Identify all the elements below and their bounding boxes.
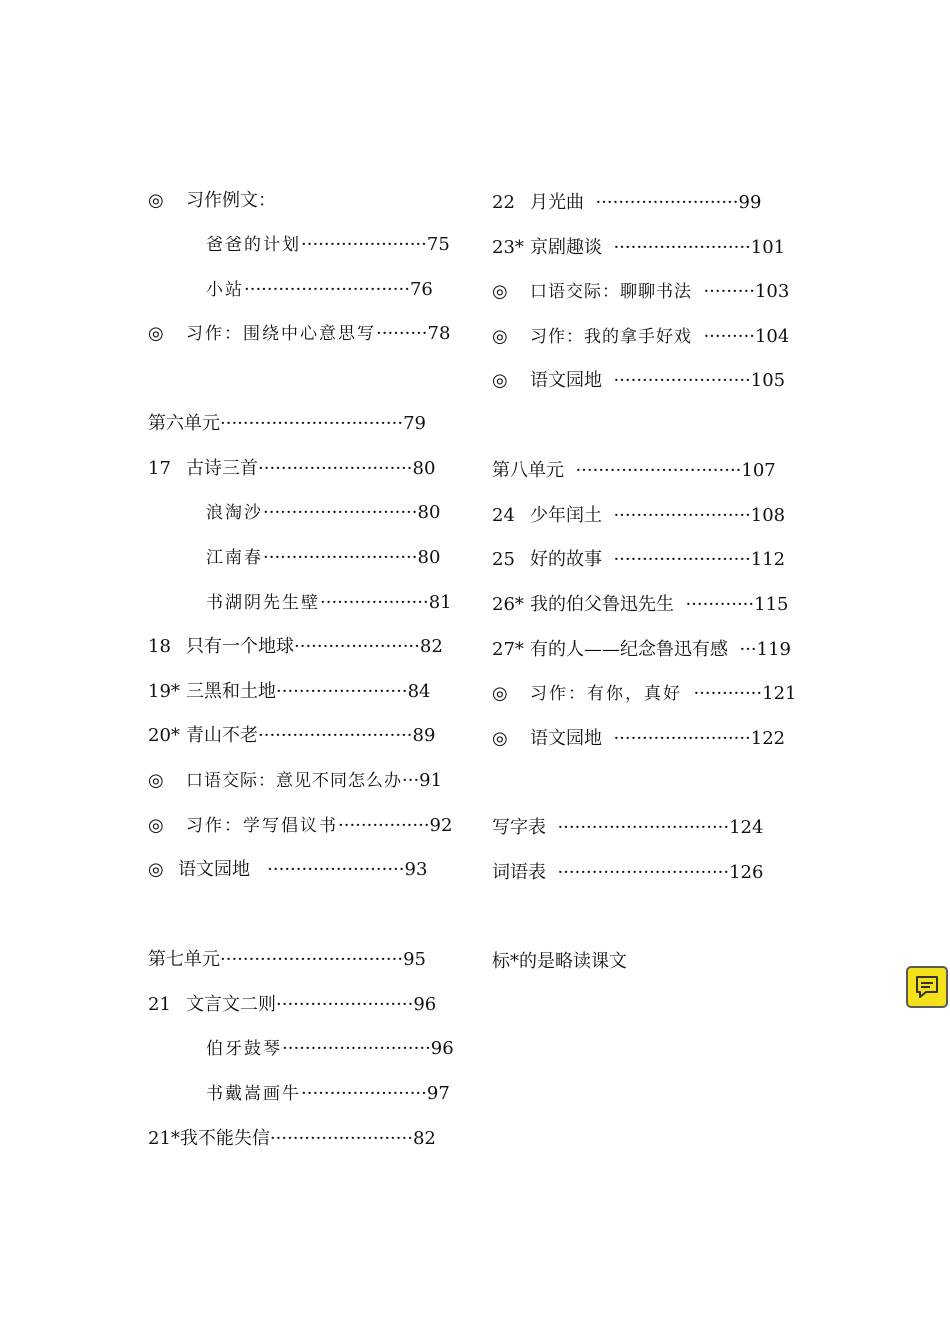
lesson-number: 25 [492,549,515,570]
page-number: 95 [403,949,426,970]
section-title: 第八单元 [492,460,564,481]
leader-dots: ························ [613,505,751,526]
toc-entry [148,811,452,841]
leader-dots: ········· [703,326,755,347]
leader-dots: ··················· [320,592,429,613]
page-number: 96 [413,994,437,1015]
entry-title: 习作：我的拿手好戏 [530,327,692,347]
entry-title: 写字表 [492,817,546,838]
entry-title: 口语交际：聊聊书法 [530,282,692,302]
leader-dots: ······················· [276,681,408,702]
toc-entry [206,1079,450,1109]
leader-dots: ······················ [301,234,427,255]
entry-title: 古诗三首 [186,458,258,479]
page-number: 119 [756,639,791,660]
bullet-symbol: ◎ [492,683,508,704]
toc-entry [492,635,791,665]
leader-dots: ········· [376,323,428,344]
leader-dots: ··························· [263,547,418,568]
entry-title: 小站 [206,280,244,300]
page-number: 89 [412,725,436,746]
page-number: 75 [426,234,450,255]
entry-title: 语文园地 [178,859,250,880]
entry-title: 伯牙鼓琴 [206,1039,282,1059]
toc-section-heading [492,456,776,486]
leader-dots: ························ [613,237,751,258]
leader-dots: ······················ [294,636,420,657]
entry-title: 文言文二则 [186,994,276,1015]
leader-dots: ························ [267,859,405,880]
entry-title: 书戴嵩画牛 [206,1084,301,1104]
leader-dots: ······························ [557,862,730,883]
page-number: 93 [404,859,428,880]
entry-title: 浪淘沙 [206,503,263,523]
entry-title: 词语表 [492,862,546,883]
page-number: 82 [419,636,443,657]
footnote-text: 标*的是略读课文 [492,951,627,972]
bullet-symbol: ◎ [148,815,164,836]
toc-entry [148,766,442,796]
lesson-number: 20* [148,725,180,746]
leader-dots: ························· [269,1128,413,1149]
toc-entry [148,990,436,1020]
toc-footnote [492,947,627,977]
page-number: 80 [417,502,441,523]
toc-entry [148,855,427,885]
toc-entry [148,677,431,707]
entry-title: 习作例文： [186,190,276,211]
entry-title: 只有一个地球 [186,636,294,657]
page-number: 92 [429,815,453,836]
toc-entry [492,277,789,307]
leader-dots: ················ [338,815,430,836]
lesson-number: 22 [492,192,515,213]
page-number: 91 [419,770,443,791]
toc-entry [492,813,763,843]
page-number: 126 [729,862,764,883]
page-number: 80 [412,458,436,479]
toc-entry [492,724,785,754]
leader-dots: ························ [613,370,751,391]
leader-dots: ··························· [258,725,413,746]
entry-title: 习作：有你，真好 [530,684,682,704]
page-number: 115 [754,594,789,615]
toc-entry [206,588,452,618]
entry-title: 京剧趣谈 [530,237,602,258]
toc-entry [148,186,276,216]
lesson-number: 27* [492,639,524,660]
bullet-symbol: ◎ [492,281,508,302]
leader-dots: ··· [739,639,757,660]
leader-dots: ··························· [263,502,418,523]
section-title: 第六单元 [148,413,220,434]
toc-entry [206,498,440,528]
chat-button[interactable] [906,966,948,1008]
entry-title: 月光曲 [530,192,584,213]
toc-entry [492,366,785,396]
lesson-number: 23* [492,237,524,258]
page-number: 80 [417,547,441,568]
leader-dots: ························ [613,728,751,749]
lesson-number: 18 [148,636,171,657]
page-number: 107 [741,460,776,481]
entry-title: 习作：围绕中心意思写 [186,324,376,344]
page-number: 79 [403,413,426,434]
entry-title: 少年闰土 [530,505,602,526]
bullet-symbol: ◎ [492,370,508,391]
bullet-symbol: ◎ [148,859,164,880]
toc-entry [492,188,761,218]
bullet-symbol: ◎ [148,323,164,344]
page-number: 101 [750,237,786,258]
leader-dots: ····························· [575,460,742,481]
toc-entry [492,501,785,531]
leader-dots: ··························· [258,458,413,479]
page-number: 121 [762,683,797,704]
toc-entry [206,230,450,260]
entry-title: 习作：学写倡议书 [186,816,338,836]
toc-entry [492,233,785,263]
page-number: 124 [729,817,764,838]
bullet-symbol: ◎ [148,770,164,791]
page-number: 122 [750,728,786,749]
page-number: 81 [428,592,452,613]
entry-title: 江南春 [206,548,263,568]
page-number: 103 [754,281,790,302]
toc-entry [492,590,788,620]
page-number: 76 [409,279,433,300]
leader-dots: ············ [693,683,763,704]
entry-title: 有的人——纪念鲁迅有感 [530,639,728,660]
toc-section-heading [148,409,426,439]
entry-title: 语文园地 [530,728,602,749]
toc-entry [492,322,789,352]
entry-title: 21*我不能失信 [148,1128,270,1149]
toc-section-heading [148,945,426,975]
section-title: 第七单元 [148,949,220,970]
lesson-number: 21 [148,994,171,1015]
toc-entry [148,454,435,484]
entry-title: 我的伯父鲁迅先生 [530,594,674,615]
page-number: 99 [738,192,762,213]
toc-entry [148,1124,436,1154]
bullet-symbol: ◎ [492,326,508,347]
entry-title: 语文园地 [530,370,602,391]
leader-dots: ··· [402,770,420,791]
lesson-number: 26* [492,594,524,615]
page-number: 78 [427,323,451,344]
toc-entry [206,1034,454,1064]
page-number: 82 [412,1128,436,1149]
toc-entry [492,679,796,709]
entry-title: 爸爸的计划 [206,235,301,255]
lesson-number: 19* [148,681,180,702]
bullet-symbol: ◎ [148,190,164,211]
entry-title: 好的故事 [530,549,602,570]
entry-title: 三黑和土地 [186,681,276,702]
leader-dots: ································ [220,949,404,970]
page-number: 105 [750,370,786,391]
toc-entry [148,721,435,751]
toc-entry [148,632,443,662]
page-number: 84 [407,681,431,702]
leader-dots: ·························· [282,1038,431,1059]
page-number: 104 [754,326,790,347]
leader-dots: ········· [703,281,755,302]
leader-dots: ························ [613,549,751,570]
entry-title: 口语交际：意见不同怎么办 [186,771,402,791]
entry-title: 青山不老 [186,725,258,746]
leader-dots: ····························· [244,279,410,300]
leader-dots: ································ [220,413,404,434]
leader-dots: ······················ [301,1083,427,1104]
page-number: 96 [430,1038,454,1059]
entry-title: 书湖阴先生壁 [206,593,320,613]
leader-dots: ························· [595,192,739,213]
lesson-number: 17 [148,458,171,479]
toc-entry [206,275,433,305]
page-number: 97 [426,1083,450,1104]
toc-entry [148,319,450,349]
toc-entry [492,858,763,888]
page-number: 112 [750,549,786,570]
leader-dots: ······························ [557,817,730,838]
message-square-icon [914,974,940,1000]
leader-dots: ························ [276,994,414,1015]
page-number: 108 [750,505,786,526]
leader-dots: ············ [685,594,755,615]
toc-entry [492,545,785,575]
lesson-number: 24 [492,505,515,526]
toc-entry [206,543,440,573]
bullet-symbol: ◎ [492,728,508,749]
